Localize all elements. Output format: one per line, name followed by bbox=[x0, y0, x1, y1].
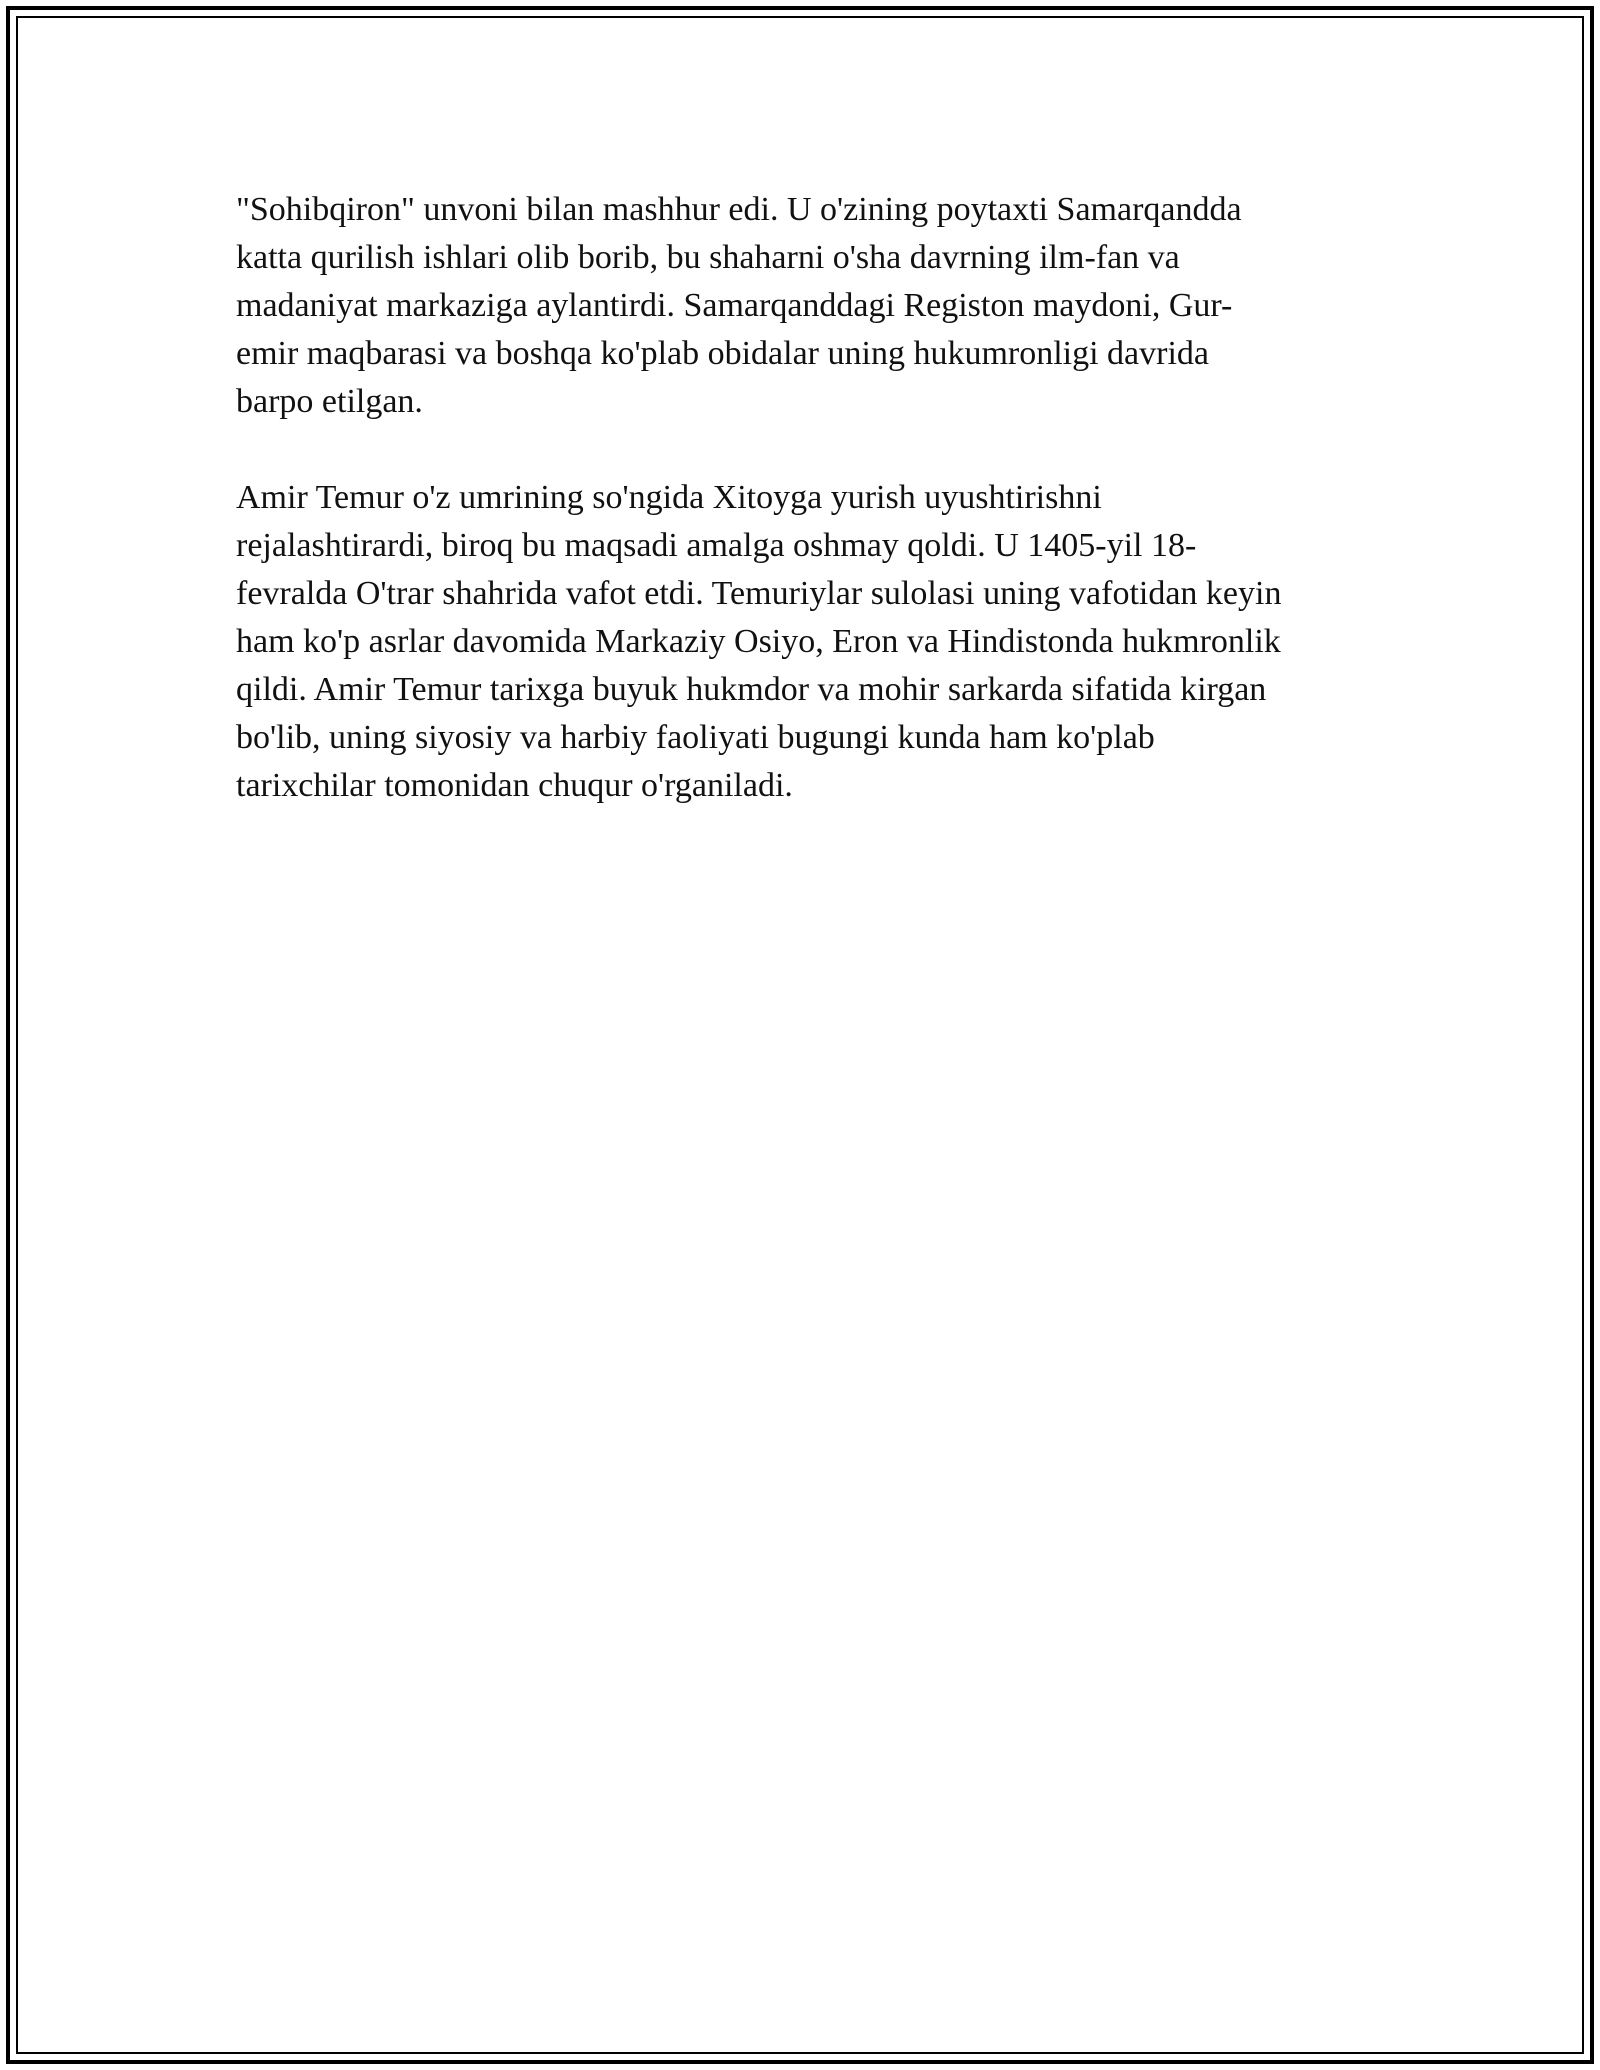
paragraph-line: rejalashtirardi, biroq bu maqsadi amalga oshmay qoldi. U 1405-yil 18- bbox=[236, 527, 1197, 564]
paragraph-line: katta qurilish ishlari olib borib, bu shaharni o'sha davrning ilm-fan va bbox=[236, 239, 1180, 276]
paragraph-line: ham ko'p asrlar davomida Markaziy Osiyo, Eron va Hindistonda hukmronlik bbox=[236, 623, 1281, 660]
paragraph-line: madaniyat markaziga aylantirdi. Samarqanddagi Registon maydoni, Gur- bbox=[236, 287, 1233, 324]
paragraph-line: fevralda O'trar shahrida vafot etdi. Temuriylar sulolasi uning vafotidan keyin bbox=[236, 575, 1282, 612]
paragraph-line: "Sohibqiron" unvoni bilan mashhur edi. U o'zining poytaxti Samarqandda bbox=[236, 191, 1242, 228]
document-body bbox=[236, 186, 1376, 858]
paragraph-line: Amir Temur o'z umrining so'ngida Xitoyga yurish uyushtirishni bbox=[236, 479, 1102, 516]
paragraph-line: tarixchilar tomonidan chuqur o'rganiladi. bbox=[236, 767, 793, 804]
paragraph-line: barpo etilgan. bbox=[236, 383, 423, 420]
paragraph-line: emir maqbarasi va boshqa ko'plab obidalar uning hukumronligi davrida bbox=[236, 335, 1210, 372]
paragraph-1 bbox=[236, 186, 1376, 426]
paragraph-line: bo'lib, uning siyosiy va harbiy faoliyati bugungi kunda ham ko'plab bbox=[236, 719, 1155, 756]
paragraph-2 bbox=[236, 474, 1376, 810]
paragraph-line: qildi. Amir Temur tarixga buyuk hukmdor va mohir sarkarda sifatida kirgan bbox=[236, 671, 1267, 708]
